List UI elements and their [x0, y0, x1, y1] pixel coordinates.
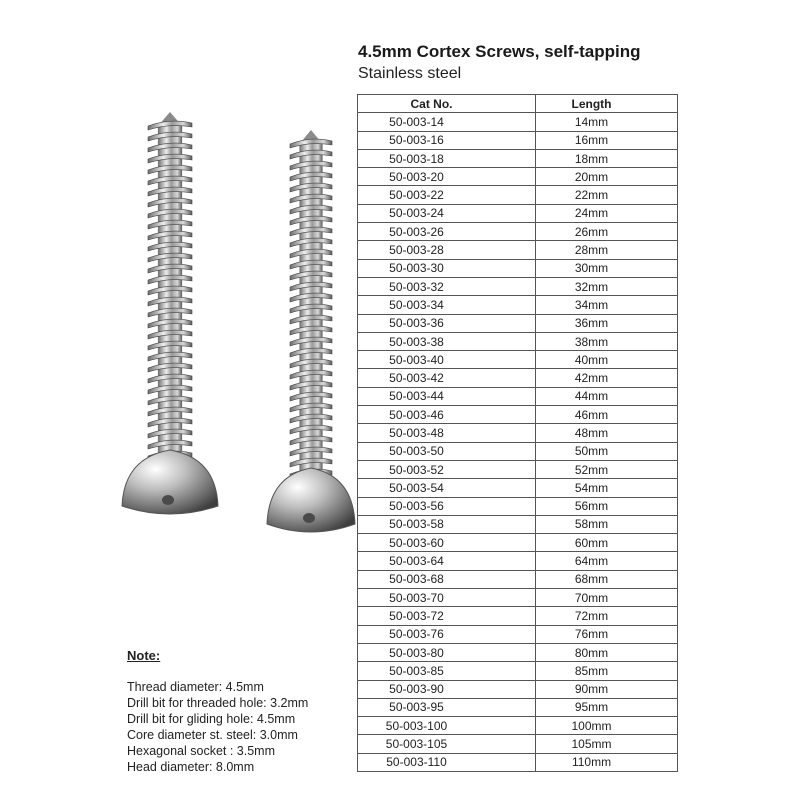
length-cell: 52mm — [536, 460, 678, 478]
length-cell: 80mm — [536, 643, 678, 661]
cat-no-cell: 50-003-64 — [358, 552, 536, 570]
screw-image-left — [120, 108, 220, 520]
length-cell: 26mm — [536, 223, 678, 241]
cat-no-cell: 50-003-38 — [358, 332, 536, 350]
column-header-length: Length — [536, 95, 678, 113]
table-row — [358, 552, 678, 570]
table-row — [358, 570, 678, 588]
length-cell: 105mm — [536, 735, 678, 753]
length-cell: 40mm — [536, 351, 678, 369]
table-row — [358, 223, 678, 241]
note-line: Hexagonal socket : 3.5mm — [127, 744, 275, 758]
table-row — [358, 753, 678, 771]
cat-no-cell: 50-003-95 — [358, 698, 536, 716]
table-row — [358, 515, 678, 533]
table-row — [358, 424, 678, 442]
table-row — [358, 131, 678, 149]
table-row — [358, 735, 678, 753]
length-cell: 14mm — [536, 113, 678, 131]
cat-no-cell: 50-003-14 — [358, 113, 536, 131]
length-cell: 58mm — [536, 515, 678, 533]
cat-no-cell: 50-003-18 — [358, 149, 536, 167]
cat-no-cell: 50-003-20 — [358, 168, 536, 186]
cat-no-cell: 50-003-46 — [358, 406, 536, 424]
length-cell: 110mm — [536, 753, 678, 771]
length-cell: 56mm — [536, 497, 678, 515]
table-row — [358, 442, 678, 460]
length-cell: 16mm — [536, 131, 678, 149]
length-cell: 76mm — [536, 625, 678, 643]
length-cell: 34mm — [536, 296, 678, 314]
length-cell: 60mm — [536, 534, 678, 552]
table-row — [358, 479, 678, 497]
length-cell: 30mm — [536, 259, 678, 277]
table-row — [358, 332, 678, 350]
cat-no-cell: 50-003-56 — [358, 497, 536, 515]
screw-table — [357, 94, 677, 772]
cat-no-cell: 50-003-44 — [358, 387, 536, 405]
cat-no-cell: 50-003-36 — [358, 314, 536, 332]
cat-no-cell: 50-003-68 — [358, 570, 536, 588]
cat-no-cell: 50-003-76 — [358, 625, 536, 643]
length-cell: 72mm — [536, 607, 678, 625]
cat-no-cell: 50-003-85 — [358, 662, 536, 680]
table-row — [358, 351, 678, 369]
cat-no-cell: 50-003-80 — [358, 643, 536, 661]
table-row — [358, 259, 678, 277]
table-row — [358, 241, 678, 259]
table-row — [358, 607, 678, 625]
cat-no-cell: 50-003-52 — [358, 460, 536, 478]
cat-no-cell: 50-003-42 — [358, 369, 536, 387]
length-cell: 64mm — [536, 552, 678, 570]
table-row — [358, 497, 678, 515]
cat-no-cell: 50-003-70 — [358, 589, 536, 607]
length-cell: 24mm — [536, 204, 678, 222]
note-line: Thread diameter: 4.5mm — [127, 680, 264, 694]
table-row — [358, 680, 678, 698]
table-row — [358, 113, 678, 131]
note-list — [127, 679, 308, 775]
table-row — [358, 589, 678, 607]
table-row — [358, 406, 678, 424]
table-row — [358, 534, 678, 552]
note-line: Drill bit for threaded hole: 3.2mm — [127, 696, 309, 710]
cat-no-cell: 50-003-58 — [358, 515, 536, 533]
cat-no-cell: 50-003-28 — [358, 241, 536, 259]
length-cell: 20mm — [536, 168, 678, 186]
cat-no-cell: 50-003-40 — [358, 351, 536, 369]
cat-no-cell: 50-003-30 — [358, 259, 536, 277]
table-row — [358, 204, 678, 222]
note-title: Note: — [127, 648, 161, 663]
length-cell: 44mm — [536, 387, 678, 405]
table-row — [358, 277, 678, 295]
cat-no-cell: 50-003-50 — [358, 442, 536, 460]
cat-no-cell: 50-003-90 — [358, 680, 536, 698]
length-cell: 38mm — [536, 332, 678, 350]
cat-no-cell: 50-003-48 — [358, 424, 536, 442]
table-row — [358, 296, 678, 314]
length-cell: 28mm — [536, 241, 678, 259]
table-row — [358, 168, 678, 186]
table-row — [358, 369, 678, 387]
table-row — [358, 643, 678, 661]
length-cell: 100mm — [536, 717, 678, 735]
table-row — [358, 625, 678, 643]
table-row — [358, 387, 678, 405]
cat-no-cell: 50-003-100 — [358, 717, 536, 735]
cat-no-cell: 50-003-24 — [358, 204, 536, 222]
length-cell: 90mm — [536, 680, 678, 698]
cat-no-cell: 50-003-26 — [358, 223, 536, 241]
length-cell: 48mm — [536, 424, 678, 442]
note-line: Core diameter st. steel: 3.0mm — [127, 728, 298, 742]
table-row — [358, 717, 678, 735]
table-row — [358, 186, 678, 204]
screw-image-right — [265, 124, 357, 538]
length-cell: 68mm — [536, 570, 678, 588]
length-cell: 42mm — [536, 369, 678, 387]
table-row — [358, 460, 678, 478]
length-cell: 22mm — [536, 186, 678, 204]
table-header-row — [358, 95, 678, 113]
table-row — [358, 698, 678, 716]
cat-no-cell: 50-003-22 — [358, 186, 536, 204]
cat-no-cell: 50-003-110 — [358, 753, 536, 771]
note-line: Drill bit for gliding hole: 4.5mm — [127, 712, 296, 726]
cat-no-cell: 50-003-72 — [358, 607, 536, 625]
cat-no-cell: 50-003-16 — [358, 131, 536, 149]
length-cell: 18mm — [536, 149, 678, 167]
length-cell: 50mm — [536, 442, 678, 460]
length-cell: 46mm — [536, 406, 678, 424]
cat-no-cell: 50-003-105 — [358, 735, 536, 753]
length-cell: 70mm — [536, 589, 678, 607]
cat-no-cell: 50-003-54 — [358, 479, 536, 497]
length-cell: 32mm — [536, 277, 678, 295]
table-row — [358, 149, 678, 167]
table-row — [358, 662, 678, 680]
cat-no-cell: 50-003-32 — [358, 277, 536, 295]
length-cell: 95mm — [536, 698, 678, 716]
table-row — [358, 314, 678, 332]
cat-no-cell: 50-003-34 — [358, 296, 536, 314]
note-line: Head diameter: 8.0mm — [127, 760, 255, 774]
cat-no-cell: 50-003-60 — [358, 534, 536, 552]
length-cell: 85mm — [536, 662, 678, 680]
length-cell: 36mm — [536, 314, 678, 332]
page-subtitle: Stainless steel — [358, 65, 462, 82]
page-title: 4.5mm Cortex Screws, self-tapping — [358, 42, 641, 61]
length-cell: 54mm — [536, 479, 678, 497]
column-header-cat-no: Cat No. — [358, 95, 536, 113]
